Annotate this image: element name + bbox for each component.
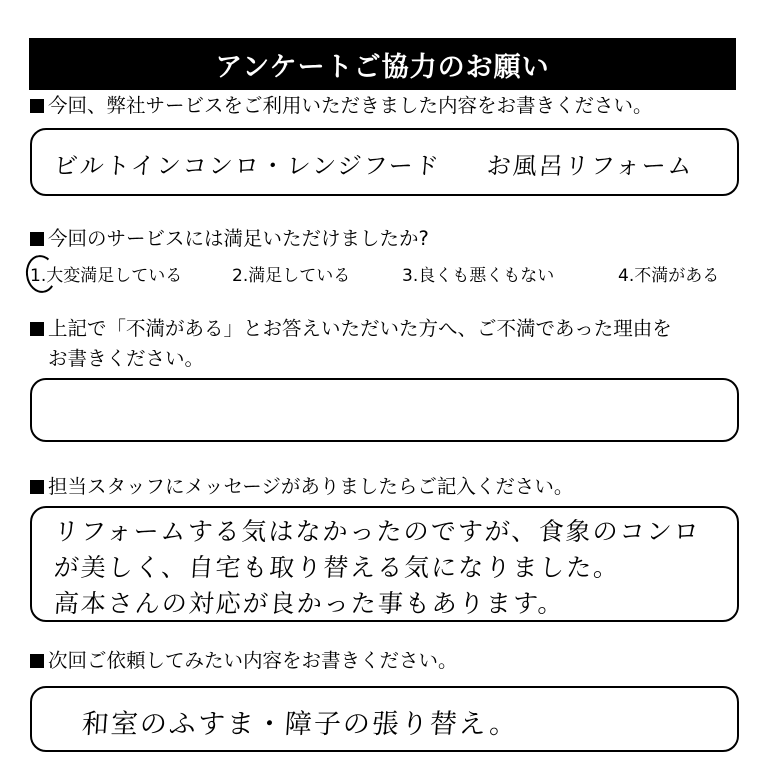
question-5-text: 次回ご依頼してみたい内容をお書きください。: [48, 649, 458, 672]
square-bullet-icon: [30, 99, 44, 113]
question-3: [30, 314, 750, 374]
question-1-text: 今回、弊社サービスをご利用いただきました内容をお書きください。: [48, 94, 653, 117]
question-4-text: 担当スタッフにメッセージがありましたらご記入ください。: [48, 475, 574, 498]
question-1: [30, 91, 653, 121]
question-2: [30, 224, 429, 254]
selected-circle-mark: [24, 253, 59, 295]
option-very-satisfied[interactable]: 1.大変満足している: [30, 261, 182, 286]
answer-4-line-2: が美しく、自宅も取り替える気になりました。: [52, 553, 622, 582]
question-5: [30, 646, 458, 676]
answer-1-part-a: ビルトインコンロ・レンジフード: [52, 152, 442, 180]
answer-4-line-1: リフォームする気はなかったのですが、食象のコンロ: [52, 517, 702, 546]
option-neutral[interactable]: 3.良くも悪くもない: [402, 266, 555, 286]
answer-box-4[interactable]: [30, 506, 739, 622]
option-satisfied[interactable]: 2.満足している: [232, 266, 351, 286]
answer-4-line-3: 高本さんの対応が良かった事もあります。: [52, 589, 566, 618]
survey-title: アンケートご協力のお願い: [29, 38, 736, 90]
satisfaction-options: [30, 258, 750, 288]
square-bullet-icon: [30, 232, 44, 246]
answer-5-text: 和室のふすま・障子の張り替え。: [80, 709, 520, 740]
square-bullet-icon: [30, 480, 44, 494]
answer-1-part-b: お風呂リフォーム: [485, 152, 695, 180]
square-bullet-icon: [30, 322, 44, 336]
answer-box-5[interactable]: [30, 686, 739, 752]
question-2-text: 今回のサービスには満足いただけましたか?: [48, 227, 429, 250]
question-3-text-line2: お書きください。: [48, 347, 205, 370]
square-bullet-icon: [30, 654, 44, 668]
option-dissatisfied[interactable]: 4.不満がある: [618, 266, 720, 286]
question-3-text-line1: 上記で「不満がある」とお答えいただいた方へ、ご不満であった理由を: [48, 317, 672, 340]
question-4: [30, 472, 573, 502]
answer-box-3[interactable]: [30, 378, 739, 442]
answer-box-1[interactable]: [30, 128, 739, 196]
